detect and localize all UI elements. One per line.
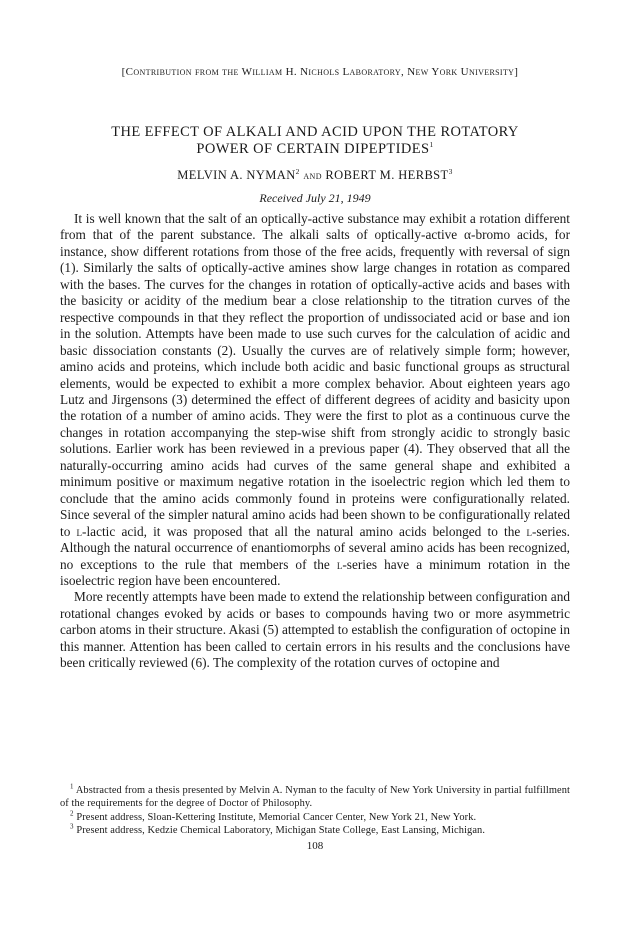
small-caps-l: l	[526, 523, 532, 539]
author-1-footnote-ref: 2	[295, 166, 300, 176]
author-2: ROBERT M. HERBST	[325, 168, 449, 182]
received-date: Received July 21, 1949	[259, 191, 371, 205]
footnotes	[60, 784, 570, 838]
title-line-2	[60, 141, 570, 158]
title-footnote-ref: 1	[429, 140, 434, 150]
paragraph-1-part-d: -series have a minimum rotation in the isoelectric region have been encountered.	[60, 556, 570, 588]
footnote-1	[60, 784, 570, 811]
paragraph-1-part-b: -lactic acid, it was proposed that all the natural amino acids belonged to the	[82, 523, 527, 539]
paragraph-2: More recently attempts have been made to extend the relationship between configuration and rotational changes evoked by acids or bases to compounds having two or more asymmetric carbon atoms in their structure. Akasi (5) attempted to establish the configuration of octopine in this manner. Attention has been called to certain errors in his results and the conclusions have been critically reviewed (6). The complexity of the rotation curves of octopine and	[60, 589, 570, 671]
footnote-2-mark: 2	[70, 809, 74, 818]
article-title	[60, 124, 570, 158]
footnote-1-mark: 1	[70, 782, 74, 791]
author-2-footnote-ref: 3	[448, 166, 453, 176]
small-caps-l: l	[336, 556, 343, 572]
title-line-2-text: POWER OF CERTAIN DIPEPTIDES	[196, 141, 430, 157]
contribution-header: [Contribution from the William H. Nichols Laboratory, New York University]	[121, 66, 519, 78]
footnote-2	[60, 811, 570, 824]
footnote-1-text: Abstracted from a thesis presented by Melvin A. Nyman to the faculty of New York University in partial fulfillment of the requirements for the degree of Doctor of Philosophy.	[60, 785, 571, 810]
footnote-3	[60, 824, 570, 837]
footnote-2-text: Present address, Sloan-Kettering Institute, Memorial Cancer Center, New York 21, New York.	[76, 811, 477, 823]
paragraph-1	[60, 211, 570, 589]
footnote-3-text: Present address, Kedzie Chemical Laboratory, Michigan State College, East Lansing, Michigan.	[76, 825, 486, 837]
author-line	[60, 168, 570, 183]
footnote-3-mark: 3	[70, 822, 74, 831]
author-1: MELVIN A. NYMAN	[177, 168, 296, 182]
small-caps-l: l	[76, 523, 83, 539]
author-conjunction: and	[303, 170, 322, 182]
title-line-1: THE EFFECT OF ALKALI AND ACID UPON THE ROTATORY	[111, 124, 519, 140]
paragraph-1-part-c: -series. Although the natural occurrence of enantiomorphs of several amino acids has been recognized, no exceptions to the rule that members of the	[60, 523, 570, 572]
page-number: 108	[306, 840, 324, 852]
article-body	[60, 211, 570, 672]
paragraph-1-part-a: It is well known that the salt of an optically-active substance may exhibit a rotation different from that of the parent substance. The alkali salts of optically-active α-bromo acids, for instance, show different rotations from those of the free acids, frequently with reversal of sign (1). Similarly the salts of optically-active amines show large changes in rotation as compared with the bases. The curves for the changes in rotation of optically-active acids and bases with the basicity or acidity of the medium bear a close relationship to the titration curves of the respective compounds in that they reflect the proportion of undissociated acid or base and ion in the solution. Attempts have been made to use such curves for the calculation of acidic and basic dissociation constants (2). Usually the curves are of relatively simple form; however, amino acids and proteins, which include both acidic and basic functional groups as structural elements, would be expected to exhibit a more complex behavior. About eighteen years ago Lutz and Jirgensons (3) determined the effect of different degrees of acidity and basicity upon the rotation of a number of amino acids. They were the first to plot as a continuous curve the changes in rotation accompanying the step-wise shift from strongly acidic to strongly basic solutions. Earlier work has been reviewed in a previous paper (4). They observed that all the naturally-occurring amino acids had curves of the same general shape and exhibited a minimum positive or maximum negative rotation in the isoelectric region which led them to conclude that the amino acids commonly found in proteins were configurationally related. Since several of the simpler natural amino acids had been shown to be configurationally related to	[60, 211, 570, 539]
